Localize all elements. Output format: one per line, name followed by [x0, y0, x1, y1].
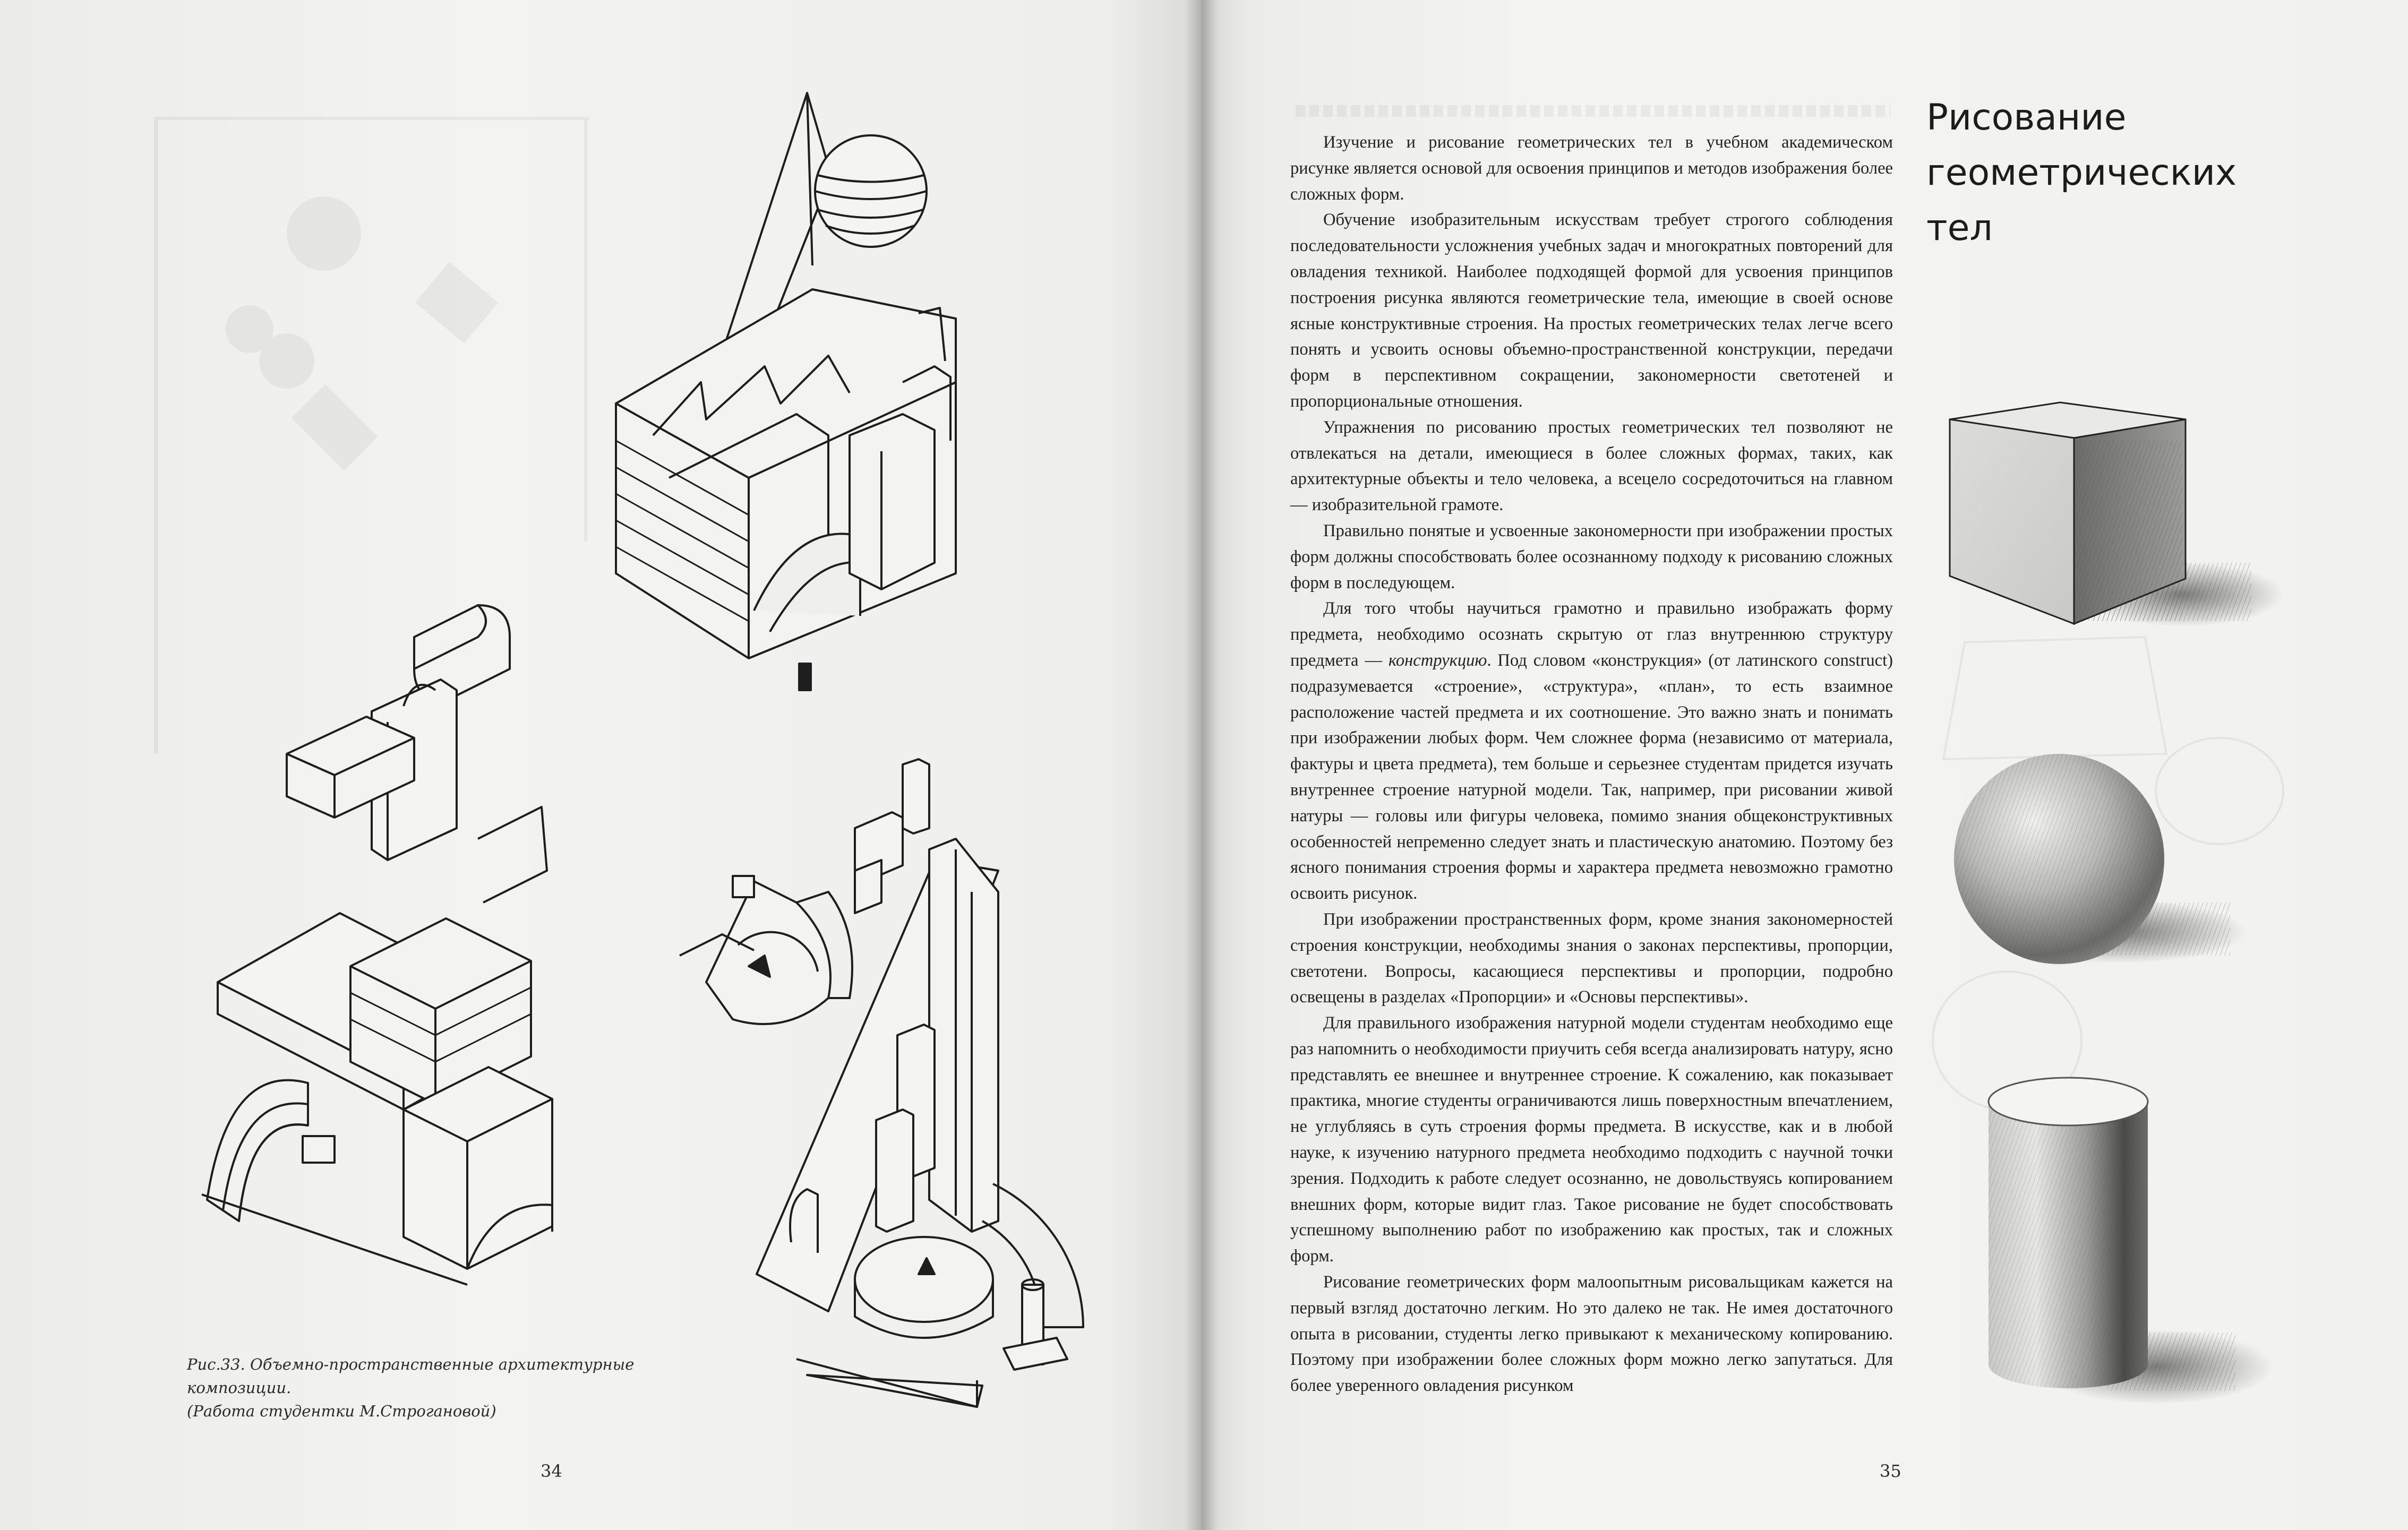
- body-text: [1290, 130, 1893, 1399]
- caption-line: (Работа студентки М.Строгановой): [187, 1402, 496, 1420]
- show-through-header: [1296, 105, 1890, 117]
- architectural-compositions-drawing: [0, 0, 1201, 1530]
- section-title: [1926, 90, 2256, 256]
- page-number-right: 35: [1880, 1461, 1901, 1481]
- title-line: геометрических: [1926, 152, 2237, 194]
- paragraph: Рисование геометрических форм малоопытным рисовальщикам кажется на первый взгляд достаточно легким. Но это далеко не так. Не имея достаточного опыта в рисовании, студенты легко привыкают к механическому копированию. Поэтому при изображении более сложных форм можно легко запутаться. Для более уверенного овладения рисунком: [1290, 1273, 1893, 1396]
- arch-composition: [202, 605, 552, 1285]
- paragraph: При изображении пространственных форм, кроме знания закономерностей строения конструкции, необходимы знания о законах перспективы, пропорции, светотени. Вопросы, касающиеся перспективы и пропорции, подробно освещены в разделах «Пропорции» и «Основы перспективы».: [1290, 909, 1893, 1007]
- show-through: [154, 117, 589, 754]
- page-number-left: 34: [541, 1461, 562, 1481]
- figure-caption: [187, 1353, 665, 1423]
- paragraph-text: . Под словом «конструкция» (от латинского construct) подразумевается «строение», «структура», «план», то есть взаимное расположение частей предмета и их соотношение. Это важно знать и понимать при изображении любых форм. Чем сложнее форма (независимо от материала, фактуры и цвета предмета), тем больше и серьезнее студентам придется изучать внутреннее строение натурной модели. Так, например, при рисовании живой натуры — головы или фигуры человека, помимо знания общеконструктивных особенностей непременно следует знать и пластическую анатомию. Поэтому без ясного понимания строения формы и характера предмета невозможно грамотно освоить рисунок.: [1290, 650, 1893, 904]
- paragraph: [1290, 596, 1893, 907]
- title-line: Рисование: [1926, 97, 2127, 139]
- emphasized-term: конструкцию: [1388, 650, 1487, 670]
- cylinder-composition: [680, 876, 852, 1024]
- tower-composition: [616, 93, 956, 690]
- caption-line: Рис.33. Объемно-пространственные архитектурные композиции.: [187, 1355, 635, 1397]
- title-line: тел: [1926, 207, 1993, 249]
- paragraph: Правильно понятые и усвоенные закономерности при изображении простых форм должны способствовать более осознанному подходу к рисованию сложных форм в последующем.: [1290, 521, 1893, 592]
- paragraph: Упражнения по рисованию простых геометрических тел позволяют не отвлекаться на детали, имеющиеся в более сложных формах, таких, как архитектурные объекты и тело человека, а всецело сосредоточиться на главном — изобразительной грамоте.: [1290, 417, 1893, 515]
- paragraph: Для правильного изображения натурной модели студентам необходимо еще раз напомнить о необходимости приучить себя всегда анализировать натуру, ясно представлять ее внешнее и внутреннее строение. К сожалению, как показывает практика, многие студенты ограничиваются лишь поверхностным впечатлением, не углубляясь в суть строения формы предмета. В искусстве, как и в любой науке, к изучению натурного предмета необходимо подходить с научной точки зрения. Подходить к работе следует осознанно, не довольствуясь копированием внешних форм, которые видит глаз. Такое рисование не будет способствовать успешному выполнению работ по изображению как простых, так и сложных форм.: [1290, 1013, 1893, 1266]
- paragraph-text: Для того чтобы научиться грамотно и правильно изображать форму предмета, необходимо осознать скрытую от глаз внутреннюю структуру предмета —: [1290, 599, 1893, 670]
- paragraph: Изучение и рисование геометрических тел в учебном академическом рисунке является основой для освоения принципов и методов изображения более сложных форм.: [1290, 133, 1893, 204]
- paragraph: Обучение изобразительным искусствам требует строгого соблюдения последовательности усложнения учебных задач и многократных повторений для овладения техникой. Наиболее подходящей формой для усвоения принципов построения рисунка являются геометрические тела, имеющие в своей основе ясные конструктивные строения. На простых геометрических телах легче всего понять и усвоить основы объемно-пространственной конструкции, передачи форм в перспективном сокращении, закономерности светотеней и пропорциональные отношения.: [1290, 210, 1893, 411]
- wedge-composition: [757, 759, 1083, 1407]
